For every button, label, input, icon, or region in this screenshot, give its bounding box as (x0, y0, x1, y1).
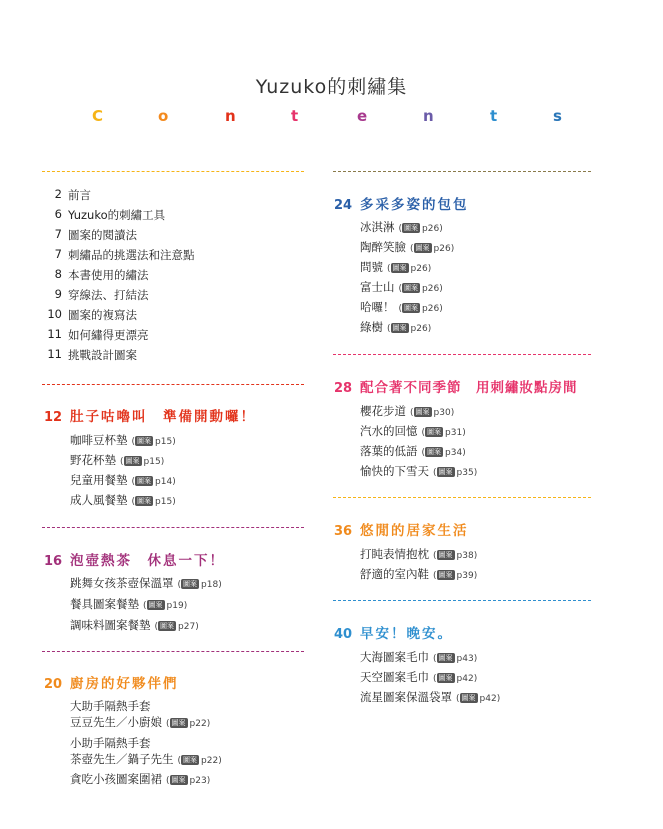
contents-letter: n (423, 107, 434, 125)
book-title: Yuzuko的刺繡集 (255, 76, 408, 98)
toc-item: 成人風餐墊 ( 圖案 p15) (70, 493, 176, 507)
toc-item: 愉快的下雪天 ( 圖案 p35) (360, 464, 478, 478)
contents-letter: t (490, 107, 498, 125)
toc-item: 富士山 ( 圖案 p26) (360, 280, 443, 294)
divider-section-28 (333, 354, 591, 355)
section-12-heading (44, 405, 256, 425)
contents-letter: s (553, 107, 562, 125)
toc-item: 貪吃小孩圖案圍裙 ( 圖案 p23) (70, 772, 211, 786)
divider-section-20 (42, 651, 304, 652)
toc-item: 舒適的室內鞋 ( 圖案 p39) (360, 567, 478, 581)
toc-item: 綠樹 ( 圖案 p26) (360, 320, 432, 334)
section-title: 多采多姿的包包 (360, 197, 469, 213)
section-24-heading (334, 193, 469, 213)
contents-letter: e (357, 107, 368, 125)
section-number: 12 (44, 410, 63, 425)
toc-item: 天空圖案毛巾 ( 圖案 p42) (360, 670, 478, 684)
divider-section-40 (333, 600, 591, 601)
toc-item: 陶醉笑臉 ( 圖案 p26) (360, 240, 455, 254)
section-36-heading (334, 519, 469, 539)
toc-item: 跳舞女孩茶壺保溫罩 ( 圖案 p18) (70, 576, 222, 590)
toc-item: 野花杯墊 ( 圖案 p15) (70, 453, 165, 467)
contents-letter: t (291, 107, 299, 125)
toc-item: 大助手隔熱手套 (70, 699, 151, 713)
section-title: 泡壺熱茶 休息一下！ (70, 553, 225, 569)
section-title: 配合著不同季節 用刺繡妝點房間 (360, 380, 578, 396)
section-title: 早安！晚安。 (360, 626, 453, 642)
toc-item: 調味料圖案餐墊 ( 圖案 p27) (70, 618, 199, 632)
toc-item: 落葉的低語 ( 圖案 p34) (360, 444, 466, 458)
divider-section-12 (42, 384, 304, 385)
section-title: 肚子咕嚕叫 準備開動囉！ (70, 409, 256, 425)
divider-intro-top (42, 171, 304, 172)
toc-item: 餐具圖案餐墊 ( 圖案 p19) (70, 597, 188, 611)
toc-item: 咖啡豆杯墊 ( 圖案 p15) (70, 433, 176, 447)
toc-item: 茶壺先生／鍋子先生 ( 圖案 p22) (70, 752, 222, 766)
contents-letter: n (225, 107, 236, 125)
toc-item: 大海圖案毛巾 ( 圖案 p43) (360, 650, 478, 664)
toc-item: 兒童用餐墊 ( 圖案 p14) (70, 473, 176, 487)
section-16-heading (44, 549, 225, 569)
divider-section-16 (42, 527, 304, 528)
toc-item: 問號 ( 圖案 p26) (360, 260, 432, 274)
section-number: 40 (334, 627, 353, 642)
section-20-heading (44, 672, 179, 692)
toc-item: 打盹表情抱枕 ( 圖案 p38) (360, 547, 478, 561)
toc-item: 汽水的回憶 ( 圖案 p31) (360, 424, 466, 438)
section-number: 28 (334, 381, 353, 396)
section-title: 廚房的好夥伴們 (70, 676, 179, 692)
contents-heading (92, 107, 562, 127)
section-number: 20 (44, 677, 63, 692)
divider-section-36 (333, 497, 591, 498)
section-number: 16 (44, 554, 63, 569)
contents-letter: o (158, 107, 169, 125)
contents-letter: C (92, 107, 104, 125)
section-number: 24 (334, 198, 353, 213)
toc-item: 小助手隔熱手套 (70, 736, 151, 750)
toc-item: 哈囉！ ( 圖案 p26) (360, 300, 443, 314)
toc-item: 流星圖案保溫袋罩 ( 圖案 p42) (360, 690, 501, 704)
toc-item: 櫻花步道 ( 圖案 p30) (360, 404, 455, 418)
section-40-heading (334, 622, 453, 642)
divider-section-24 (333, 171, 591, 172)
section-number: 36 (334, 524, 353, 539)
toc-item: 冰淇淋 ( 圖案 p26) (360, 220, 443, 234)
section-title: 悠閒的居家生活 (360, 523, 469, 539)
toc-item: 豆豆先生／小廚娘 ( 圖案 p22) (70, 715, 211, 729)
section-28-heading (334, 376, 578, 396)
